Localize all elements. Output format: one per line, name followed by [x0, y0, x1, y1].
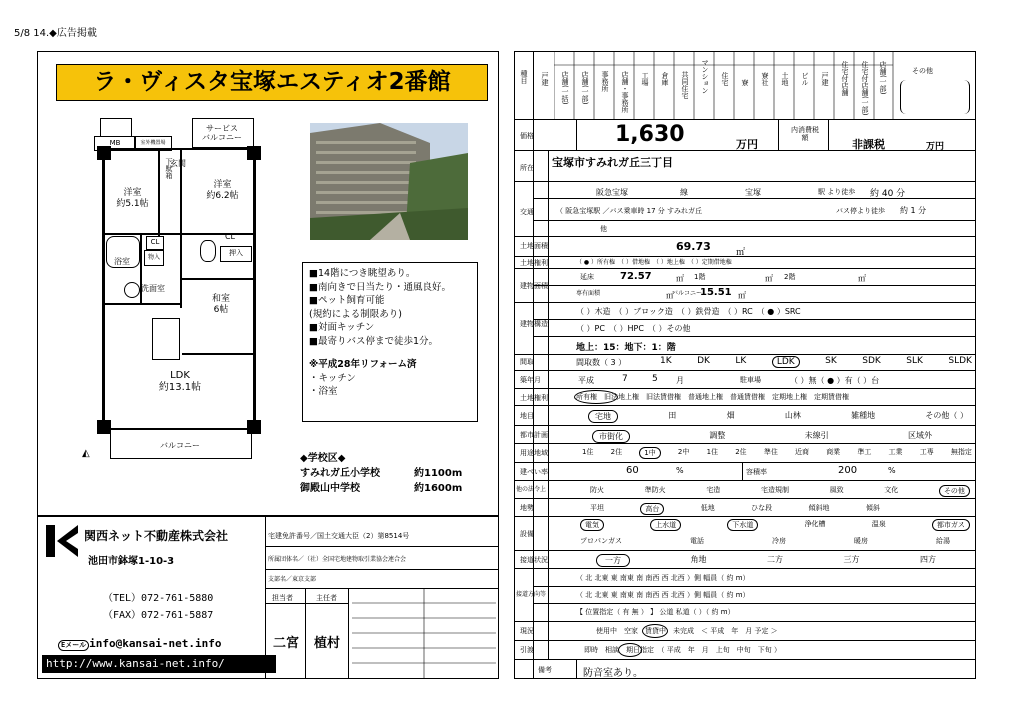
address-label: 所在 [520, 164, 534, 172]
fax-stamp: 5/8 14.◆広告掲載 [14, 28, 97, 39]
feature-item: ※平成28年リフォーム済 [309, 359, 417, 370]
company-address: 池田市鉢塚1-10-3 [88, 556, 175, 567]
delivery-options: 即時 相談 期日指定 （ 平成 年 月 上旬 中旬 下旬 ） [584, 646, 781, 654]
built-era: 平成 [578, 376, 594, 385]
transport-line: 阪急宝塚 [596, 188, 628, 197]
layout-label: 間取 [520, 358, 534, 366]
license-text: 宅建免許番号／国土交通大臣（2）第8514号 [268, 532, 410, 540]
floor-area-value: 72.57 [620, 271, 652, 282]
feature-item: ・キッチン [309, 372, 356, 384]
storage-label: 室外機置場 [134, 136, 172, 151]
exclusive-area-label: 専有面積 [576, 290, 601, 297]
association-text: 所属団体名／（社）全国宅地建物取引業協会連合会 [268, 556, 407, 563]
direction-row-1: （ 北 北東 東 南東 南 南西 西 北西 ）側 幅員（ 約 m） [576, 574, 750, 582]
feature-item: ・浴室 [309, 386, 338, 397]
washroom-label: 洗面室 [141, 284, 165, 293]
ldk-label: LDK 約13.1帖 [158, 370, 202, 393]
transport-bus: （ 阪急宝塚駅 ／バス乗車時 17 分 すみれガ丘 [556, 207, 703, 215]
facilities-label: 設備 [520, 530, 534, 538]
feature-item [309, 348, 451, 358]
balcony-label: バルコニー [160, 441, 200, 450]
coverage-unit: % [676, 466, 684, 475]
chimoku-options: 宅地 田 畑 山林 雑種地 その他（ ） [588, 410, 968, 423]
law-label: 他の法令上 [516, 486, 547, 493]
built-label: 築年月 [520, 376, 541, 384]
city-plan-options: 市街化 調整 未線引 区域外 [592, 430, 932, 443]
remarks-label: 備考 [538, 666, 552, 674]
transport-walk-label: 駅 より徒歩 [818, 188, 856, 196]
land-rights-options: （ ● ）所有権 （ ）借地権 （ ）地上権 （ ）定期借地権 [576, 259, 732, 266]
transport-bus-walk-label: バス停より徒歩 [836, 207, 885, 215]
company-logo [44, 523, 80, 559]
structure-label: 建物構造 [520, 320, 548, 328]
parking-label: 駐車場 [740, 376, 761, 384]
coverage-value: 60 [626, 465, 639, 476]
branch-text: 支部名／東京支部 [268, 576, 317, 583]
kind-label: 種目 [520, 70, 528, 84]
direction-row-3: 【 位置指定（ 有 無 ） 】 公道 私道（ ）（ 約 m） [576, 608, 735, 616]
price-label: 価格 [520, 132, 534, 140]
zone-options: 1住 2住 1中 2中 1住 2住 準住 近商 商業 準工 工業 工専 無指定 [582, 448, 972, 457]
address-value: 宝塚市すみれガ丘三丁目 [552, 156, 673, 169]
coverage-label: 建ぺい率 [520, 468, 548, 476]
second-floor-unit: ㎡ [858, 274, 866, 283]
main-label: 主任者 [316, 594, 337, 602]
closet-1: CL [146, 236, 164, 250]
status-label: 現況 [520, 627, 534, 635]
tax-value: 非課税 [852, 138, 885, 151]
company-url[interactable]: http://www.kansai-net.info/ [42, 655, 276, 673]
transport-label: 交通 [520, 208, 534, 216]
parking-options: （ ）無（ ● ）有（ ）台 [790, 376, 880, 385]
remarks-value: 防音室あり。 [583, 668, 643, 679]
floor-area-label: 延床 [580, 273, 594, 281]
layout-count: 間取数（ 3 ） [576, 358, 627, 367]
land-area-unit: ㎡ [736, 248, 746, 258]
built-month: 5 [652, 374, 658, 384]
tax-label: 内消費税額 [791, 126, 819, 142]
bath-label: 浴室 [114, 257, 130, 266]
feature-item: (規約による制限あり) [309, 308, 402, 320]
price-value: 1,630 [615, 122, 685, 147]
transport-other: 他 [600, 225, 607, 233]
feature-item: ■最寄りバス停まで徒歩1分。 [309, 335, 439, 347]
shoebox-label: 下駄箱 [165, 158, 173, 179]
western-room-1: 洋室 約5.1帖 [116, 188, 149, 209]
first-floor-unit: ㎡ [765, 274, 773, 283]
far-label: 容積率 [746, 468, 767, 476]
tax-unit: 万円 [926, 142, 945, 152]
delivery-label: 引渡 [520, 646, 534, 654]
city-plan-label: 都市計画 [520, 431, 548, 439]
feature-item: ■ペット飼育可能 [309, 295, 385, 306]
status-options: 使用中 空家 賃貸中 未完成 ＜ 平成 年 月 予定 ＞ [596, 627, 778, 635]
facility-options-2: プロパンガス 電話 冷房 暖房 給湯 [580, 537, 950, 545]
terrain-label: 地勢 [520, 504, 534, 512]
feature-item: ■14階につき眺望あり。 [309, 268, 416, 279]
entrance-label: 玄関 [170, 159, 186, 168]
direction-label: 接道方向等 [516, 591, 547, 598]
exclusive-area-unit: ㎡ [666, 291, 674, 300]
transport-station: 宝塚 [745, 188, 761, 197]
storage-2: 物入 [144, 250, 164, 266]
floors-value: 地上：15：地下：1：階 [576, 343, 676, 353]
company-phones: （TEL）072-761-5880 （FAX）072-761-5887 [103, 593, 214, 621]
price-unit: 万円 [736, 138, 758, 151]
far-unit: % [888, 466, 896, 475]
kind-other-label: その他 [912, 67, 933, 75]
land-use-label: 土地権利 [520, 394, 548, 402]
license-grid [352, 588, 496, 679]
transport-walk-time: 約 40 分 [870, 189, 906, 199]
law-options: 防火 準防火 宅造 宅造規制 風致 文化 その他 [590, 485, 970, 497]
land-use-options: 所有権 旧法地上権 旧法賃借権 普通地上権 普通賃借権 定期地上権 定期賃借権 [576, 393, 849, 401]
road-label: 接道状況 [520, 556, 548, 564]
balcony-area-unit: ㎡ [738, 291, 746, 300]
mb-box: MB [94, 136, 136, 151]
handler-label: 担当者 [272, 594, 293, 602]
property-title: ラ・ヴィスタ宝塚エスティオ2番館 [56, 64, 488, 101]
land-rights-label: 土地権利 [520, 259, 548, 267]
zone-label: 用途地域 [520, 449, 548, 457]
second-floor-label: 2階 [784, 273, 796, 281]
kind-columns: 戸建 店舗(一括) 店舗(一部) 事務所 店舗・事務所 工場 倉庫 共同住宅 マンション 住宅 寮 寮社 土地 ビル 戸建 住宅付店舗 住宅付店舗(一部) 店舗(一部) [541, 59, 887, 116]
compass-icon: ◭ [82, 448, 90, 459]
feature-item: ■対面キッチン [309, 322, 375, 333]
balcony-area-label: バルコニー [672, 290, 703, 297]
closet-2: CL [224, 232, 236, 241]
far-value: 200 [838, 465, 858, 476]
floor-area-unit: ㎡ [676, 274, 684, 283]
structure-options-2: （ ）PC （ ）HPC （ ）その他 [576, 324, 691, 333]
school-district: ◆学校区◆ すみれガ丘小学校 約1100m 御殿山中学校 約1600m [300, 453, 463, 494]
facility-options-1: 電気 上水道 下水道 浄化槽 温泉 都市ガス [580, 519, 970, 531]
layout-options: 1K DK LK LDK SK SDK SLK SLDK [660, 356, 972, 367]
land-area-label: 土地面積 [520, 242, 548, 250]
features-list [309, 267, 451, 399]
building-photo-svg [310, 123, 468, 240]
floor-plan [80, 118, 276, 458]
main-name: 植村 [314, 636, 341, 651]
oshiire-label: 押入 [220, 246, 252, 262]
first-floor-label: 1階 [694, 273, 706, 281]
service-balcony-label: サービス バルコニー [202, 124, 242, 142]
direction-row-2: （ 北 北東 東 南東 南 南西 西 北西 ）側 幅員（ 約 m） [576, 591, 750, 599]
japanese-room: 和室 6帖 [211, 294, 230, 315]
terrain-options: 平坦 高台 低地 ひな段 傾斜地 傾斜 [590, 504, 880, 513]
balcony-area-value: 15.51 [700, 287, 732, 298]
company-name: 関西ネット不動産株式会社 [84, 529, 229, 543]
building-photo [310, 123, 468, 240]
company-email[interactable]: Eメール info@kansai-net.info [58, 637, 222, 651]
chimoku-label: 地目 [520, 412, 534, 420]
transport-bus-walk-time: 約 1 分 [900, 206, 927, 215]
western-room-2: 洋室 約6.2帖 [206, 180, 239, 201]
handler-name: 二宮 [273, 636, 300, 651]
building-area-label: 建物面積 [520, 282, 548, 290]
structure-options-1: （ ）木造 （ ）ブロック造 （ ）鉄骨造 （ ）RC （ ● ）SRC [576, 307, 801, 316]
land-area-value: 69.73 [676, 240, 711, 253]
built-year: 7 [622, 374, 628, 384]
feature-item: ■南向きで日当たり・通風良好。 [309, 281, 451, 293]
road-options: 一方 角地 二方 三方 四方 [596, 554, 936, 567]
built-month-unit: 月 [676, 376, 684, 385]
transport-line-suffix: 線 [680, 188, 688, 197]
